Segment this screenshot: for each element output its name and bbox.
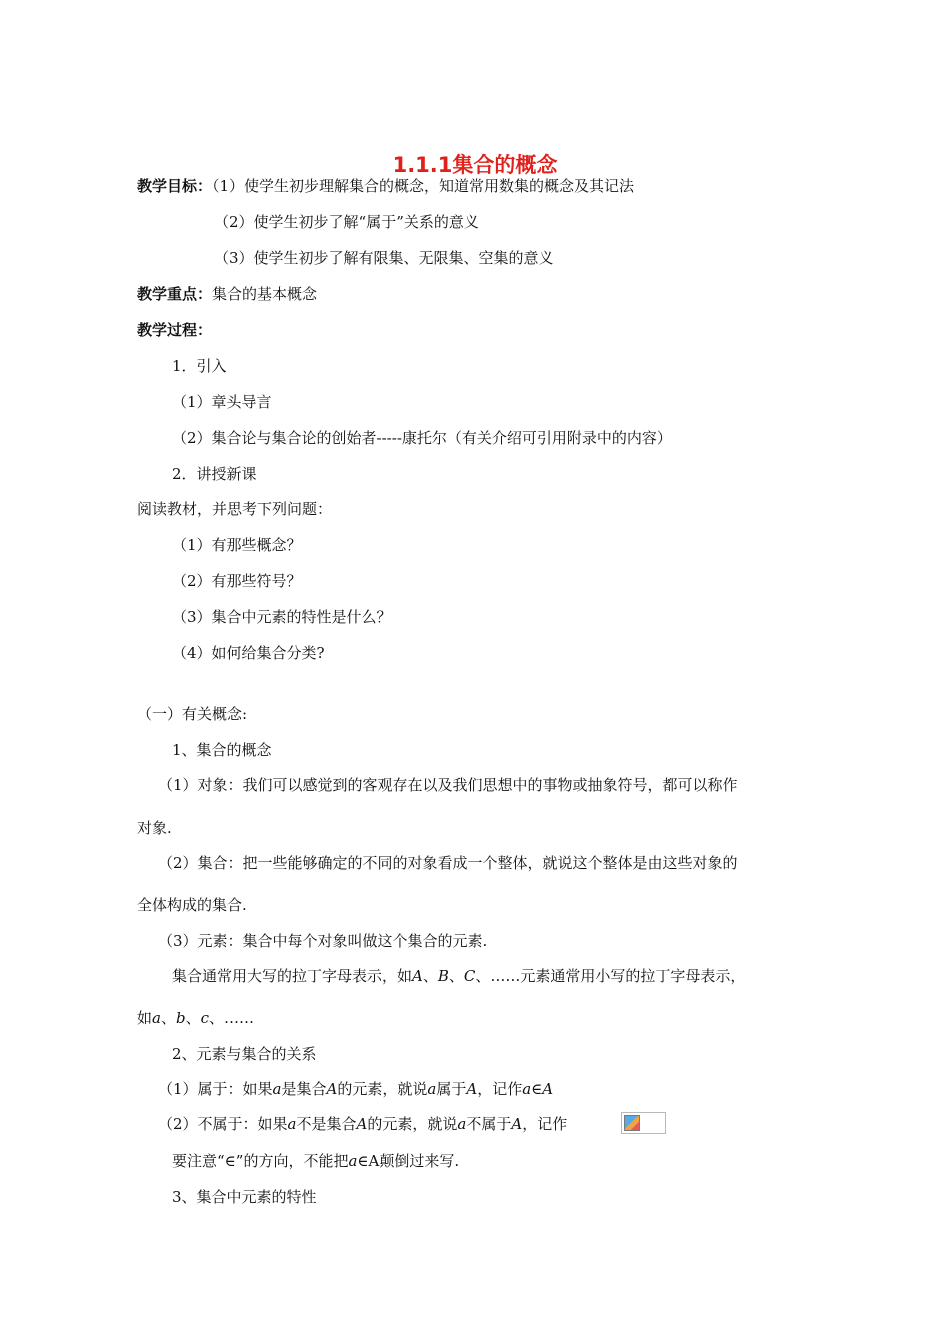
lecture-prompt: 阅读教材，并思考下列问题： <box>137 500 333 518</box>
math-var: B <box>437 967 449 985</box>
objectives-label: 教学目标： <box>137 177 213 195</box>
broken-image-placeholder <box>621 1112 666 1134</box>
math-var: A <box>542 1080 554 1098</box>
math-var: A <box>466 1080 478 1098</box>
key-point-label: 教学重点： <box>137 285 213 303</box>
notation-text: 如 <box>137 1009 153 1027</box>
notation-text: 、……元素通常用小写的拉丁字母表示， <box>475 967 746 985</box>
relation-text: 属于 <box>436 1080 467 1098</box>
intro-heading: 1．引入 <box>172 357 227 375</box>
question-item: （2）有那些符号？ <box>172 572 302 590</box>
math-var: b <box>175 1009 186 1027</box>
math-var: a <box>457 1115 467 1133</box>
relation-text: ，记作 <box>477 1080 523 1098</box>
question-item: （3）集合中元素的特性是什么？ <box>172 608 392 626</box>
objectives-line-1 <box>137 176 634 196</box>
math-var: A <box>412 967 423 985</box>
element-definition-line: （3）元素：集合中每个对象叫做这个集合的元素. <box>158 932 488 950</box>
relation-text: （1）属于：如果 <box>158 1080 273 1098</box>
notation-text: 集合通常用大写的拉丁字母表示，如 <box>172 967 413 985</box>
math-var: A <box>511 1115 523 1133</box>
math-var: a <box>287 1115 297 1133</box>
characteristics-heading: 3、集合中元素的特性 <box>172 1188 317 1206</box>
page-title: 1.1.1集合的概念 <box>392 153 558 177</box>
intro-item: （1）章头导言 <box>172 393 272 411</box>
objective-item: （3）使学生初步了解有限集、无限集、空集的意义 <box>214 249 554 267</box>
relation-text: 不是集合 <box>296 1115 357 1133</box>
relation-heading: 2、元素与集合的关系 <box>172 1045 317 1063</box>
math-var: A <box>356 1115 368 1133</box>
relation-text: 的元素，就说 <box>337 1080 428 1098</box>
relation-text: 是集合 <box>281 1080 327 1098</box>
set-definition-line: （2）集合：把一些能够确定的不同的对象看成一个整体，就说这个整体是由这些对象的 <box>158 854 738 872</box>
math-var: c <box>200 1009 210 1027</box>
section-heading: （一）有关概念: <box>137 705 248 723</box>
intro-item: （2）集合论与集合论的创始者-----康托尔（有关介绍可引用附录中的内容） <box>172 429 672 447</box>
question-item: （1）有那些概念？ <box>172 536 302 554</box>
notation-text: 、 <box>448 967 464 985</box>
key-point-text: 集合的基本概念 <box>212 285 318 303</box>
image-icon <box>624 1115 640 1131</box>
math-var: a <box>152 1009 161 1027</box>
notation-text: 、 <box>185 1009 201 1027</box>
set-definition-line: 全体构成的集合. <box>137 896 247 914</box>
note-line <box>172 1151 459 1171</box>
lecture-heading: 2．讲授新课 <box>172 465 257 483</box>
relation-text: （2）不属于：如果 <box>158 1115 288 1133</box>
not-belongs-line <box>158 1114 567 1134</box>
math-var: a <box>348 1152 358 1170</box>
relation-text: ，记作 <box>522 1115 568 1133</box>
notation-line <box>137 1008 254 1028</box>
belongs-line <box>158 1079 553 1099</box>
note-text: 要注意“∈”的方向，不能把 <box>172 1152 349 1170</box>
notation-text: 、…… <box>209 1009 255 1027</box>
key-point-line <box>137 284 317 304</box>
relation-text: 不属于 <box>466 1115 512 1133</box>
math-var: a <box>522 1080 532 1098</box>
object-definition-line: （1）对象：我们可以感觉到的客观存在以及我们思想中的事物或抽象符号，都可以称作 <box>158 776 738 794</box>
math-var: A <box>326 1080 338 1098</box>
notation-text: 、 <box>422 967 438 985</box>
objective-item: （2）使学生初步了解“属于”关系的意义 <box>214 213 479 231</box>
note-text: ∈A颠倒过来写. <box>357 1152 460 1170</box>
concept-heading: 1、集合的概念 <box>172 741 272 759</box>
relation-text: 的元素，就说 <box>367 1115 458 1133</box>
object-definition-line: 对象. <box>137 819 172 837</box>
math-var: a <box>272 1080 282 1098</box>
math-var: C <box>463 967 476 985</box>
objective-item: （1）使学生初步理解集合的概念，知道常用数集的概念及其记法 <box>212 177 635 195</box>
element-of-symbol: ∈ <box>531 1080 543 1098</box>
process-label: 教学过程： <box>137 321 213 339</box>
notation-line <box>172 966 745 986</box>
math-var: a <box>427 1080 437 1098</box>
question-item: （4）如何给集合分类? <box>172 644 325 662</box>
notation-text: 、 <box>160 1009 176 1027</box>
